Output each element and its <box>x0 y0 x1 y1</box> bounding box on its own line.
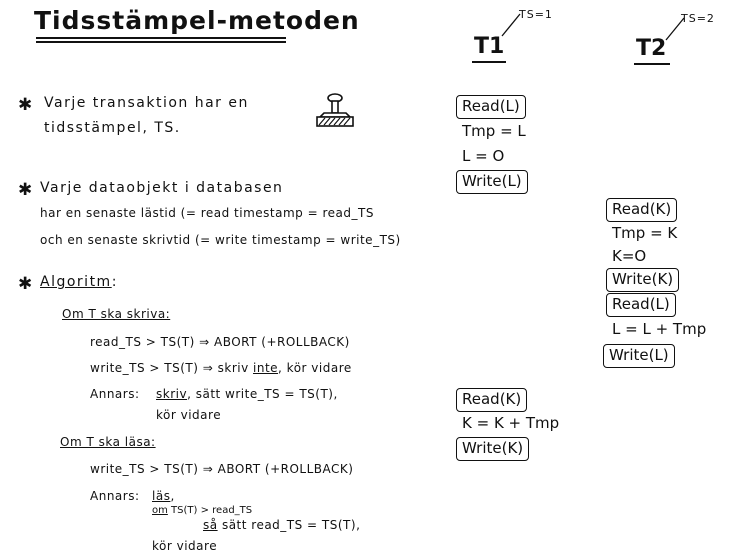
read-case-condition-rest: TS(T) > read_TS <box>171 505 253 516</box>
t2-header: T2 <box>636 36 667 61</box>
t1-op-l-assign: L = O <box>462 147 505 165</box>
t2-op-read-l: Read(L) <box>606 293 676 317</box>
read-case-then-rest: sätt read_TS = TS(T), <box>221 518 361 532</box>
write-case-else-rest: , sätt write_TS = TS(T), <box>187 387 338 401</box>
write-case-else-action <box>156 387 338 401</box>
bullet-star-icon: ✱ <box>18 180 33 200</box>
title-underline-2 <box>36 41 286 43</box>
read-case-condition-if: om <box>152 505 168 516</box>
write-case-else-underlined: skriv <box>156 387 188 401</box>
t2-op-write-k: Write(K) <box>606 268 679 292</box>
read-case-else-comma: , <box>170 489 175 503</box>
algorithm-colon: : <box>111 274 118 290</box>
bullet-1-line-2: tidsstämpel, TS. <box>44 120 181 136</box>
write-case-rule-2 <box>90 361 352 375</box>
algorithm-label: Algoritm <box>40 274 112 290</box>
t2-op-read-k: Read(K) <box>606 198 677 222</box>
t2-op-l-update: L = L + Tmp <box>612 320 707 338</box>
write-case-heading: Om T ska skriva: <box>62 307 171 321</box>
t1-op-k-update: K = K + Tmp <box>462 414 560 432</box>
read-case-heading: Om T ska läsa: <box>60 435 156 449</box>
write-case-rule-2-underlined: inte <box>253 361 279 375</box>
bullet-2-line-3: och en senaste skrivtid (= write timestamp = write_TS) <box>40 233 401 247</box>
t2-op-tmp-assign: Tmp = K <box>612 224 678 242</box>
t2-timestamp-label: TS=2 <box>681 12 715 25</box>
t1-header: T1 <box>474 34 505 59</box>
read-case-else-action <box>152 489 175 503</box>
read-case-condition <box>152 505 252 516</box>
write-case-rule-1: read_TS > TS(T) ⇒ ABORT (+ROLLBACK) <box>90 335 350 349</box>
bullet-star-icon: ✱ <box>18 95 33 115</box>
t1-op-write-k: Write(K) <box>456 437 529 461</box>
stamp-icon <box>310 92 360 132</box>
t1-op-tmp-assign: Tmp = L <box>462 122 526 140</box>
bullet-star-icon: ✱ <box>18 274 33 294</box>
write-case-else-label: Annars: <box>90 387 140 401</box>
write-case-else-continue: kör vidare <box>156 408 222 422</box>
bullet-2-line-1: Varje dataobjekt i databasen <box>40 180 284 196</box>
bullet-1-line-1: Varje transaktion har en <box>44 95 249 111</box>
read-case-then <box>203 518 360 532</box>
algorithm-heading <box>40 274 118 290</box>
t1-header-underline <box>472 61 506 63</box>
title-underline <box>36 37 286 39</box>
t1-timestamp-label: TS=1 <box>519 8 553 21</box>
t2-header-underline <box>634 63 670 65</box>
t1-op-read-l: Read(L) <box>456 95 526 119</box>
t1-op-write-l: Write(L) <box>456 170 528 194</box>
page-title: Tidsstämpel-metoden <box>34 6 360 35</box>
read-case-else-underlined: läs <box>152 489 171 503</box>
read-case-then-so: så <box>203 518 218 532</box>
read-case-rule-1: write_TS > TS(T) ⇒ ABORT (+ROLLBACK) <box>90 462 354 476</box>
t1-op-read-k: Read(K) <box>456 388 527 412</box>
bullet-2-line-2: har en senaste lästid (= read timestamp = read_TS <box>40 206 374 220</box>
write-case-rule-2-post: , kör vidare <box>278 361 352 375</box>
read-case-else-label: Annars: <box>90 489 140 503</box>
read-case-continue: kör vidare <box>152 539 218 553</box>
t2-op-k-assign: K=O <box>612 247 647 265</box>
write-case-rule-2-pre: write_TS > TS(T) ⇒ skriv <box>90 361 254 375</box>
t2-op-write-l: Write(L) <box>603 344 675 368</box>
